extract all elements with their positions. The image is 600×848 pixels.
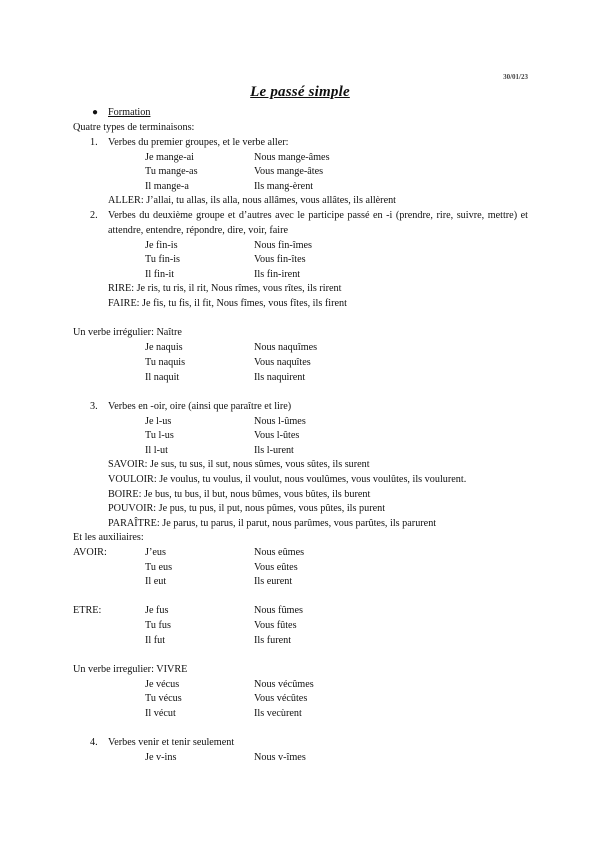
savoir-line: SAVOIR: Je sus, tu sus, il sut, nous sûmes, vous sûtes, ils surent — [108, 459, 370, 470]
section2-number: 2. — [90, 210, 98, 221]
conj-cell: Vous fûtes — [254, 620, 297, 631]
intro-text: Quatre types de terminaisons: — [73, 122, 195, 133]
conj-cell: Il eut — [145, 576, 167, 587]
conj-cell: Ils furent — [254, 635, 292, 646]
conj-cell: Je fin-is — [145, 240, 178, 251]
etre-label: ETRE: — [73, 605, 102, 616]
section2-heading: Verbes du deuxième groupe et d’autres avec le participe passé en -i (prendre, rire, suivre, mettre) et attendre, entendre, répondre, dire, voir, faire — [108, 210, 528, 236]
section4-heading: Verbes venir et tenir seulement — [108, 737, 235, 748]
pouvoir-line: POUVOIR: Je pus, tu pus, il put, nous pûmes, vous pûtes, ils purent — [108, 503, 386, 514]
conj-cell: Nous l-ûmes — [254, 416, 306, 427]
conj-cell: Nous mange-âmes — [254, 152, 330, 163]
title-text: Le passé simple — [250, 84, 350, 100]
conj-cell: Il fut — [145, 635, 166, 646]
conj-cell: Nous v-îmes — [254, 752, 306, 763]
rire-line: RIRE: Je ris, tu ris, il rit, Nous rîmes, vous rîtes, ils rirent — [108, 283, 342, 294]
paraitre-line: PARAÎTRE: Je parus, tu parus, il parut, nous parûmes, vous parûtes, ils parurent — [108, 518, 437, 529]
conj-cell: Vous vécûtes — [254, 693, 308, 704]
conj-cell: Il l-ut — [145, 445, 168, 456]
conj-cell: Je fus — [145, 605, 169, 616]
conj-cell: Ils eurent — [254, 576, 293, 587]
conj-cell: Nous naquîmes — [254, 342, 318, 353]
conj-cell: Vous naquîtes — [254, 357, 311, 368]
conj-cell: Vous mange-âtes — [254, 166, 324, 177]
avoir-label: AVOIR: — [73, 547, 107, 558]
conj-cell: Il mange-a — [145, 181, 189, 192]
conj-cell: J’eus — [145, 547, 166, 558]
conj-cell: Il fin-it — [145, 269, 175, 280]
conj-cell: Ils l-urent — [254, 445, 294, 456]
section4-number: 4. — [90, 737, 98, 748]
conj-cell: Il vécut — [145, 708, 176, 719]
section1-number: 1. — [90, 137, 98, 148]
conj-cell: Vous fin-îtes — [254, 254, 306, 265]
aller-line: ALLER: J’allai, tu allas, ils alla, nous allâmes, vous allâtes, ils allèrent — [108, 195, 397, 206]
vouloir-line: VOULOIR: Je voulus, tu voulus, il voulut, nous voulûmes, vous voulûtes, ils voulurent. — [108, 474, 467, 485]
conj-cell: Tu mange-as — [145, 166, 198, 177]
conj-cell: Vous l-ûtes — [254, 430, 300, 441]
conj-cell: Tu vécus — [145, 693, 182, 704]
conj-cell: Ils fin-irent — [254, 269, 301, 280]
vivre-heading: Un verbe irregulier: VIVRE — [73, 664, 188, 675]
conj-cell: Je l-us — [145, 416, 172, 427]
conj-cell: Je naquis — [145, 342, 183, 353]
bullet-icon: ● — [92, 107, 99, 118]
conj-cell: Tu l-us — [145, 430, 174, 441]
conj-cell: Nous vécûmes — [254, 679, 314, 690]
conj-cell: Tu fin-is — [145, 254, 181, 265]
conj-cell: Je vécus — [145, 679, 180, 690]
conj-cell: Nous fin-îmes — [254, 240, 313, 251]
conj-cell: Vous eûtes — [254, 562, 298, 573]
conj-cell: Il naquit — [145, 372, 180, 383]
section3-heading: Verbes en -oir, oire (ainsi que paraître et lire) — [108, 401, 292, 412]
conj-cell: Nous eûmes — [254, 547, 305, 558]
formation-heading: Formation — [108, 107, 151, 118]
conj-cell: Ils naquirent — [254, 372, 306, 383]
section3-number: 3. — [90, 401, 98, 412]
conj-cell: Tu eus — [145, 562, 173, 573]
naitre-heading: Un verbe irrégulier: Naître — [73, 327, 182, 338]
conj-cell: Tu fus — [145, 620, 171, 631]
conj-cell: Je v-ins — [145, 752, 177, 763]
auxiliaires-heading: Et les auxiliaires: — [73, 532, 144, 543]
conj-cell: Ils vecùrent — [254, 708, 302, 719]
conj-cell: Je mange-ai — [145, 152, 194, 163]
page-title — [0, 84, 600, 101]
conj-cell: Nous fûmes — [254, 605, 303, 616]
section1-heading: Verbes du premier groupes, et le verbe aller: — [108, 137, 289, 148]
conj-cell: Ils mang-èrent — [254, 181, 314, 192]
conj-cell: Tu naquis — [145, 357, 186, 368]
date-stamp: 30/01/23 — [503, 73, 528, 81]
faire-line: FAIRE: Je fis, tu fis, il fit, Nous fîmes, vous fîtes, ils firent — [108, 298, 347, 309]
boire-line: BOIRE: Je bus, tu bus, il but, nous bûmes, vous bûtes, ils burent — [108, 489, 371, 500]
